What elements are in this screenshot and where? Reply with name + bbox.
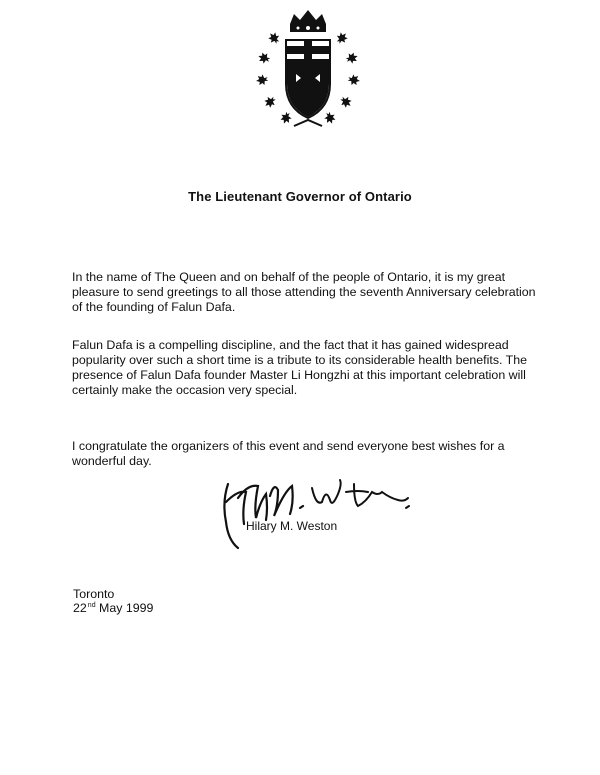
shield-icon bbox=[286, 40, 330, 118]
signer-name: Hilary M. Weston bbox=[246, 519, 338, 533]
date-day: 22 bbox=[73, 601, 87, 615]
crest-emblem bbox=[248, 8, 368, 138]
letter-paragraph-2: Falun Dafa is a compelling discipline, and the fact that it has gained widespread popularity over such a short time is a tribute to its considerable health benefits. The presence of Falun Dafa founder Master Li Hongzhi at this important celebration will certainly make the occasion very special. bbox=[72, 338, 528, 397]
date-suffix: nd bbox=[87, 602, 96, 609]
letter-date bbox=[73, 601, 153, 615]
letter-paragraph-3: I congratulate the organizers of this event and send everyone best wishes for a wonderful day. bbox=[72, 439, 505, 468]
crown-icon bbox=[290, 10, 326, 32]
letter-paragraph-1: In the name of The Queen and on behalf of the people of Ontario, it is my great pleasure to send greetings to all those attending the seventh Anniversary celebration of the founding of Falun Dafa. bbox=[72, 270, 536, 314]
handwritten-signature bbox=[208, 462, 418, 550]
location: Toronto bbox=[73, 587, 115, 601]
date-rest: May 1999 bbox=[95, 601, 154, 615]
page-title: The Lieutenant Governor of Ontario bbox=[188, 189, 412, 204]
